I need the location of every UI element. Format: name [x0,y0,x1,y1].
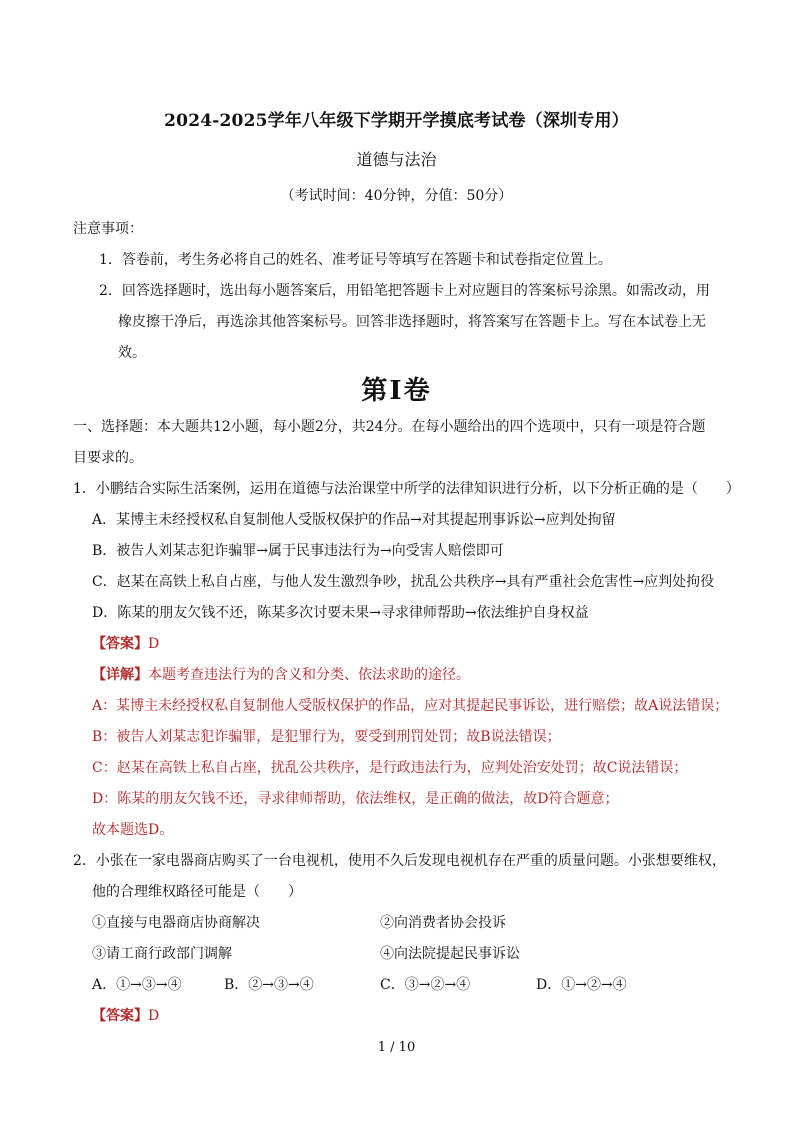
section-intro-line-1: 一、选择题：本大题共12小题，每小题2分，共24分。在每小题给出的四个选项中，只有一项是符合题 [73,419,706,435]
q2-statement-3: ③请工商行政部门调解 [92,946,232,962]
notice-heading: 注意事项： [73,221,143,237]
exam-time-info: （考试时间：40分钟，分值：50分） [280,188,513,204]
section-intro-line-2: 目要求的。 [73,450,143,466]
q2-statement-2: ②向消费者协会投诉 [380,915,506,931]
volume-heading: 第Ⅰ卷 [361,376,432,406]
q2-stem-line-2: 他的合理维权路径可能是（ ） [92,884,302,900]
q2-answer [92,1005,159,1025]
page-number: 1 / 10 [377,1040,416,1055]
q2-option-a: A．①→③→④ [92,977,182,993]
q1-option-c: C．赵某在高铁上私自占座，与他人发生激烈争吵，扰乱公共秩序→具有严重社会危害性→应判处拘役 [92,574,715,590]
answer-value: D [148,1008,160,1024]
q1-explanation-a: A：某博主未经授权私自复制他人受版权保护的作品，应对其提起民事诉讼，进行赔偿；故A说法错误； [92,698,729,714]
detail-tag: 【详解】 [92,667,148,683]
q1-conclusion: 故本题选D。 [92,822,174,838]
q2-option-d: D．①→②→④ [536,977,627,993]
notice-item-2-line-1: 2．回答选择题时，选出每小题答案后，用铅笔把答题卡上对应题目的答案标号涂黑。如需改动，用 [99,283,710,299]
q1-explanation-c: C：赵某在高铁上私自占座，扰乱公共秩序，是行政违法行为，应判处治安处罚；故C说法错误； [92,760,688,776]
q1-option-a: A．某博主未经授权私自复制他人受版权保护的作品→对其提起刑事诉讼→应判处拘留 [92,512,616,528]
q1-explanation-d: D：陈某的朋友欠钱不还，寻求律师帮助，依法维权，是正确的做法，故D符合题意； [92,791,619,807]
q2-statement-4: ④向法院提起民事诉讼 [380,946,520,962]
q2-stem-line-1: 2．小张在一家电器商店购买了一台电视机，使用不久后发现电视机存在严重的质量问题。小张想要维权， [73,853,726,869]
q1-option-b: B．被告人刘某志犯诈骗罪→属于民事违法行为→向受害人赔偿即可 [92,543,504,559]
detail-text: 本题考查违法行为的含义和分类、依法求助的途径。 [148,667,470,683]
answer-tag: 【答案】 [92,636,148,652]
q2-option-b: B．②→③→④ [224,977,314,993]
answer-tag: 【答案】 [92,1008,148,1024]
q2-option-c: C．③→②→④ [380,977,471,993]
q1-answer [92,633,159,653]
answer-value: D [148,636,160,652]
notice-item-1: 1．答卷前，考生务必将自己的姓名、准考证号等填写在答题卡和试卷指定位置上。 [99,252,612,268]
q1-stem: 1．小鹏结合实际生活案例，运用在道德与法治课堂中所学的法律知识进行分析，以下分析正确的是（ ） [73,481,740,497]
q2-statement-1: ①直接与电器商店协商解决 [92,915,260,931]
subject-title: 道德与法治 [356,150,437,169]
q1-explanation-b: B：被告人刘某志犯诈骗罪，是犯罪行为，要受到刑罚处罚；故B说法错误； [92,729,561,745]
q1-detail [92,664,470,684]
exam-title: 2024-2025学年八年级下学期开学摸底考试卷（深圳专用） [164,111,629,131]
q1-option-d: D．陈某的朋友欠钱不还，陈某多次讨要未果→寻求律师帮助→依法维护自身权益 [92,605,589,621]
notice-item-2-line-2: 橡皮擦干净后，再选涂其他答案标号。回答非选择题时，将答案写在答题卡上。写在本试卷上无 [118,314,706,330]
notice-item-2-line-3: 效。 [118,345,146,361]
